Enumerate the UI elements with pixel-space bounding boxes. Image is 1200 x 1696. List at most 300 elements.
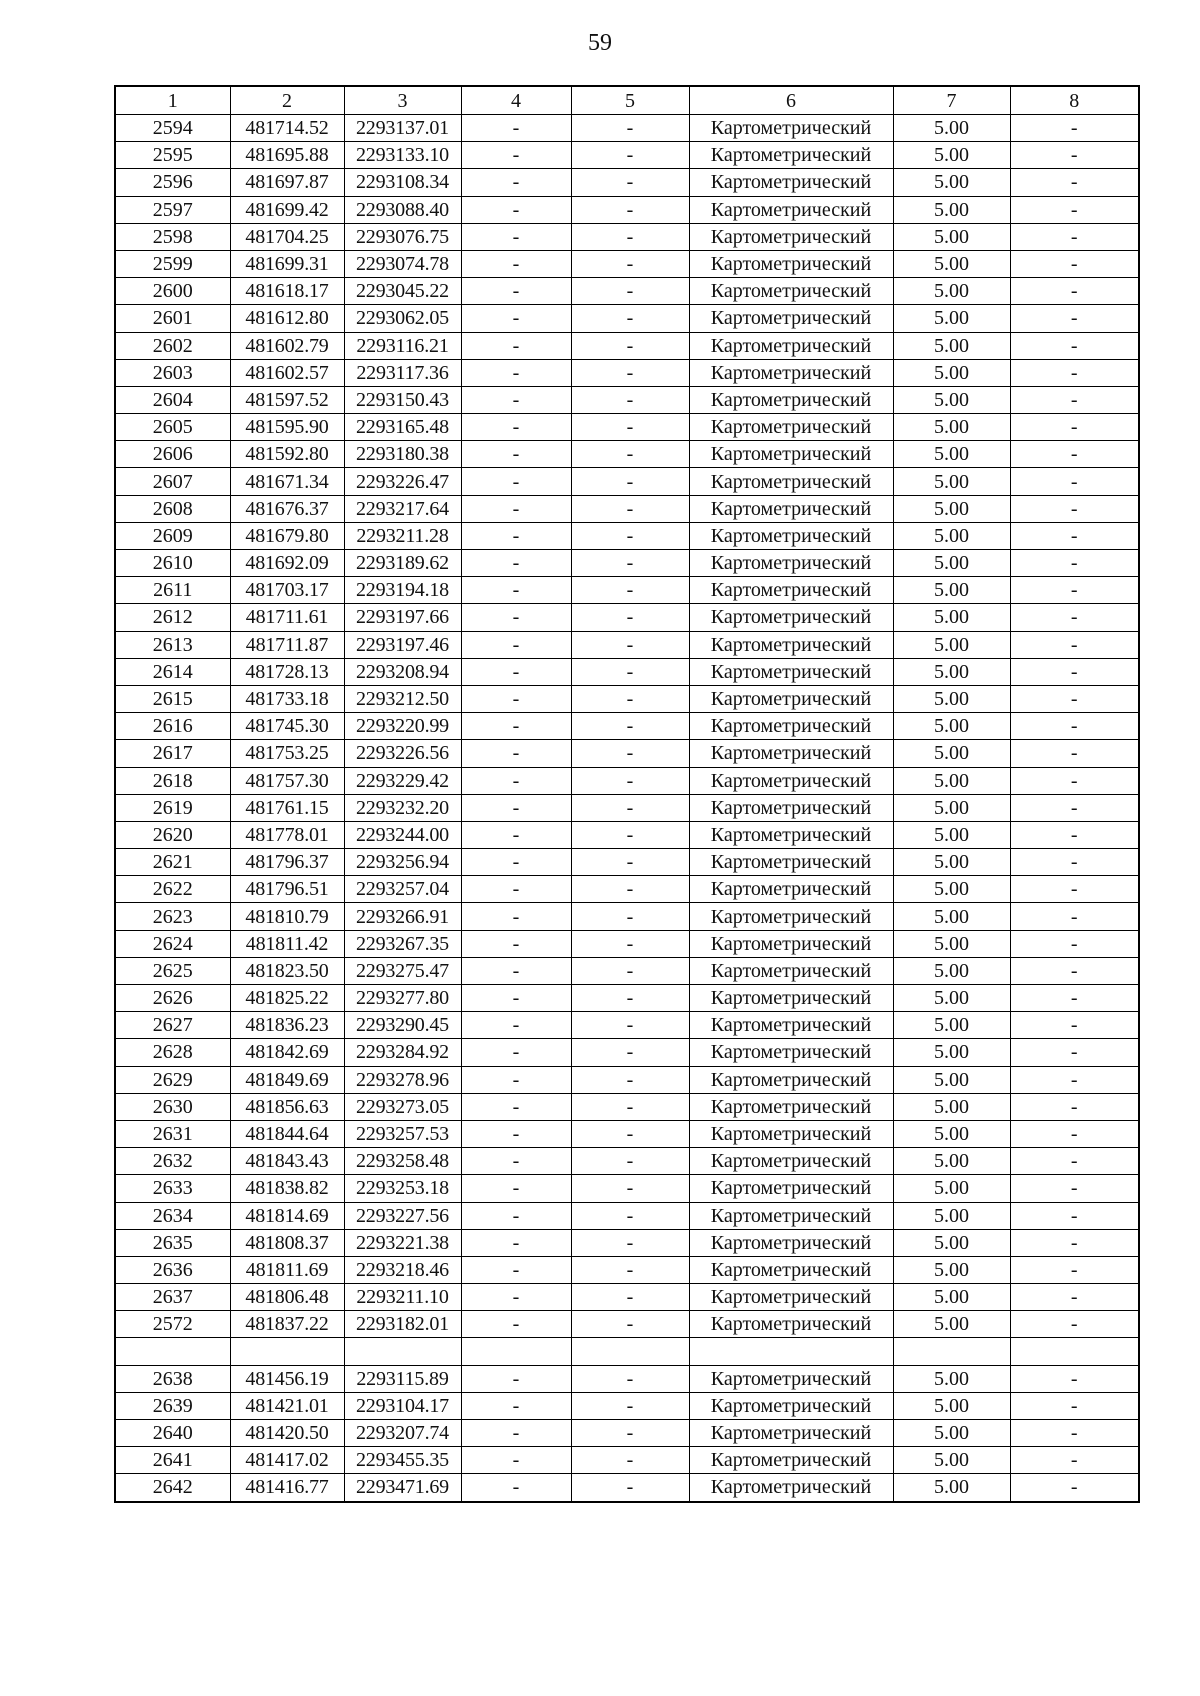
column-8-cell: - — [1010, 685, 1139, 712]
table-row — [115, 1012, 1139, 1039]
column-5-cell: - — [571, 550, 689, 577]
point-number-cell: 2610 — [115, 550, 230, 577]
column-5-cell: - — [571, 1039, 689, 1066]
method-cell: Картометрический — [689, 1392, 893, 1419]
column-4-cell: - — [461, 495, 571, 522]
point-number-cell: 2618 — [115, 767, 230, 794]
point-number-cell: 2633 — [115, 1175, 230, 1202]
table-row — [115, 1284, 1139, 1311]
column-5-cell: - — [571, 604, 689, 631]
column-5-cell: - — [571, 1256, 689, 1283]
column-5-cell: - — [571, 1175, 689, 1202]
table-row — [115, 495, 1139, 522]
y-coordinate-cell: 2293273.05 — [344, 1093, 461, 1120]
method-cell: Картометрический — [689, 957, 893, 984]
column-4-cell: - — [461, 196, 571, 223]
table-row — [115, 1066, 1139, 1093]
x-coordinate-cell: 481714.52 — [230, 115, 344, 142]
column-5-cell: - — [571, 196, 689, 223]
y-coordinate-cell: 2293290.45 — [344, 1012, 461, 1039]
column-4-cell: - — [461, 685, 571, 712]
y-coordinate-cell: 2293221.38 — [344, 1229, 461, 1256]
column-8-cell: - — [1010, 115, 1139, 142]
column-8-cell — [1010, 1338, 1139, 1365]
method-cell: Картометрический — [689, 849, 893, 876]
table-row — [115, 223, 1139, 250]
y-coordinate-cell: 2293165.48 — [344, 414, 461, 441]
accuracy-cell: 5.00 — [893, 468, 1010, 495]
column-8-cell: - — [1010, 1284, 1139, 1311]
column-8-cell: - — [1010, 1474, 1139, 1502]
method-cell: Картометрический — [689, 386, 893, 413]
point-number-cell: 2631 — [115, 1120, 230, 1147]
column-5-cell: - — [571, 1284, 689, 1311]
point-number-cell: 2630 — [115, 1093, 230, 1120]
column-5-cell: - — [571, 1365, 689, 1392]
x-coordinate-cell: 481811.42 — [230, 930, 344, 957]
column-4-cell — [461, 1338, 571, 1365]
column-8-cell: - — [1010, 1256, 1139, 1283]
method-cell: Картометрический — [689, 685, 893, 712]
table-header-row — [115, 86, 1139, 115]
x-coordinate-cell: 481618.17 — [230, 278, 344, 305]
column-4-cell: - — [461, 223, 571, 250]
table-row — [115, 522, 1139, 549]
column-5-cell: - — [571, 1447, 689, 1474]
x-coordinate-cell: 481703.17 — [230, 577, 344, 604]
accuracy-cell: 5.00 — [893, 1420, 1010, 1447]
table-row — [115, 1256, 1139, 1283]
x-coordinate-cell: 481796.51 — [230, 876, 344, 903]
method-cell: Картометрический — [689, 1284, 893, 1311]
accuracy-cell: 5.00 — [893, 658, 1010, 685]
point-number-cell: 2602 — [115, 332, 230, 359]
column-4-cell: - — [461, 1120, 571, 1147]
table-row — [115, 1120, 1139, 1147]
x-coordinate-cell: 481837.22 — [230, 1311, 344, 1338]
accuracy-cell: 5.00 — [893, 1093, 1010, 1120]
column-5-cell: - — [571, 1474, 689, 1502]
method-cell — [689, 1338, 893, 1365]
table-row — [115, 468, 1139, 495]
column-5-cell: - — [571, 305, 689, 332]
y-coordinate-cell: 2293253.18 — [344, 1175, 461, 1202]
point-number-cell: 2627 — [115, 1012, 230, 1039]
column-4-cell: - — [461, 115, 571, 142]
x-coordinate-cell: 481595.90 — [230, 414, 344, 441]
column-4-cell: - — [461, 1093, 571, 1120]
column-4-cell: - — [461, 849, 571, 876]
column-5-cell: - — [571, 713, 689, 740]
column-8-cell: - — [1010, 1039, 1139, 1066]
table-row — [115, 332, 1139, 359]
column-header: 8 — [1010, 86, 1139, 115]
y-coordinate-cell: 2293180.38 — [344, 441, 461, 468]
accuracy-cell: 5.00 — [893, 1229, 1010, 1256]
table-body — [115, 115, 1139, 1502]
column-8-cell: - — [1010, 740, 1139, 767]
table-row — [115, 604, 1139, 631]
point-number-cell: 2601 — [115, 305, 230, 332]
column-8-cell: - — [1010, 305, 1139, 332]
table-row — [115, 658, 1139, 685]
column-8-cell: - — [1010, 1202, 1139, 1229]
column-5-cell: - — [571, 278, 689, 305]
column-4-cell: - — [461, 1392, 571, 1419]
column-8-cell: - — [1010, 250, 1139, 277]
method-cell: Картометрический — [689, 985, 893, 1012]
column-5-cell: - — [571, 903, 689, 930]
point-number-cell: 2625 — [115, 957, 230, 984]
y-coordinate-cell — [344, 1338, 461, 1365]
point-number-cell: 2614 — [115, 658, 230, 685]
x-coordinate-cell: 481711.61 — [230, 604, 344, 631]
column-4-cell: - — [461, 550, 571, 577]
column-4-cell: - — [461, 1012, 571, 1039]
x-coordinate-cell: 481761.15 — [230, 794, 344, 821]
table-row — [115, 1039, 1139, 1066]
accuracy-cell: 5.00 — [893, 359, 1010, 386]
accuracy-cell: 5.00 — [893, 550, 1010, 577]
column-8-cell: - — [1010, 169, 1139, 196]
y-coordinate-cell: 2293189.62 — [344, 550, 461, 577]
method-cell: Картометрический — [689, 115, 893, 142]
column-8-cell: - — [1010, 142, 1139, 169]
table-row — [115, 1175, 1139, 1202]
column-4-cell: - — [461, 1148, 571, 1175]
x-coordinate-cell: 481420.50 — [230, 1420, 344, 1447]
column-5-cell: - — [571, 169, 689, 196]
method-cell: Картометрический — [689, 1120, 893, 1147]
point-number-cell: 2617 — [115, 740, 230, 767]
x-coordinate-cell: 481823.50 — [230, 957, 344, 984]
point-number-cell: 2611 — [115, 577, 230, 604]
y-coordinate-cell: 2293211.10 — [344, 1284, 461, 1311]
point-number-cell: 2634 — [115, 1202, 230, 1229]
method-cell: Картометрический — [689, 740, 893, 767]
y-coordinate-cell: 2293256.94 — [344, 849, 461, 876]
column-8-cell: - — [1010, 414, 1139, 441]
x-coordinate-cell: 481745.30 — [230, 713, 344, 740]
point-number-cell: 2623 — [115, 903, 230, 930]
column-8-cell: - — [1010, 957, 1139, 984]
point-number-cell: 2620 — [115, 821, 230, 848]
column-5-cell: - — [571, 876, 689, 903]
accuracy-cell: 5.00 — [893, 414, 1010, 441]
accuracy-cell: 5.00 — [893, 223, 1010, 250]
y-coordinate-cell: 2293062.05 — [344, 305, 461, 332]
x-coordinate-cell: 481825.22 — [230, 985, 344, 1012]
y-coordinate-cell: 2293232.20 — [344, 794, 461, 821]
column-5-cell: - — [571, 1012, 689, 1039]
method-cell: Картометрический — [689, 767, 893, 794]
y-coordinate-cell: 2293133.10 — [344, 142, 461, 169]
column-5-cell: - — [571, 930, 689, 957]
column-5-cell: - — [571, 740, 689, 767]
column-header: 6 — [689, 86, 893, 115]
accuracy-cell: 5.00 — [893, 305, 1010, 332]
column-8-cell: - — [1010, 550, 1139, 577]
column-8-cell: - — [1010, 278, 1139, 305]
point-number-cell: 2626 — [115, 985, 230, 1012]
accuracy-cell: 5.00 — [893, 903, 1010, 930]
column-4-cell: - — [461, 767, 571, 794]
method-cell: Картометрический — [689, 930, 893, 957]
table-row — [115, 985, 1139, 1012]
column-5-cell: - — [571, 658, 689, 685]
y-coordinate-cell: 2293208.94 — [344, 658, 461, 685]
point-number-cell: 2609 — [115, 522, 230, 549]
y-coordinate-cell: 2293217.64 — [344, 495, 461, 522]
point-number-cell: 2595 — [115, 142, 230, 169]
table-row — [115, 631, 1139, 658]
x-coordinate-cell: 481844.64 — [230, 1120, 344, 1147]
method-cell: Картометрический — [689, 1229, 893, 1256]
x-coordinate-cell: 481836.23 — [230, 1012, 344, 1039]
column-4-cell: - — [461, 522, 571, 549]
column-5-cell: - — [571, 250, 689, 277]
column-8-cell: - — [1010, 223, 1139, 250]
column-8-cell: - — [1010, 1229, 1139, 1256]
method-cell: Картометрический — [689, 550, 893, 577]
point-number-cell: 2639 — [115, 1392, 230, 1419]
point-number-cell: 2613 — [115, 631, 230, 658]
accuracy-cell: 5.00 — [893, 1012, 1010, 1039]
x-coordinate-cell: 481692.09 — [230, 550, 344, 577]
column-header: 7 — [893, 86, 1010, 115]
page-number: 59 — [588, 30, 612, 56]
accuracy-cell: 5.00 — [893, 767, 1010, 794]
column-5-cell: - — [571, 142, 689, 169]
column-8-cell: - — [1010, 713, 1139, 740]
point-number-cell: 2619 — [115, 794, 230, 821]
column-5-cell: - — [571, 849, 689, 876]
y-coordinate-cell: 2293076.75 — [344, 223, 461, 250]
column-8-cell: - — [1010, 821, 1139, 848]
y-coordinate-cell: 2293115.89 — [344, 1365, 461, 1392]
table-row — [115, 115, 1139, 142]
column-5-cell: - — [571, 332, 689, 359]
point-number-cell: 2621 — [115, 849, 230, 876]
table-row — [115, 1229, 1139, 1256]
column-header: 1 — [115, 86, 230, 115]
column-4-cell: - — [461, 876, 571, 903]
y-coordinate-cell: 2293471.69 — [344, 1474, 461, 1502]
point-number-cell: 2597 — [115, 196, 230, 223]
column-8-cell: - — [1010, 1447, 1139, 1474]
y-coordinate-cell: 2293117.36 — [344, 359, 461, 386]
point-number-cell: 2641 — [115, 1447, 230, 1474]
point-number-cell: 2607 — [115, 468, 230, 495]
point-number-cell: 2600 — [115, 278, 230, 305]
accuracy-cell: 5.00 — [893, 604, 1010, 631]
column-header: 4 — [461, 86, 571, 115]
table-row — [115, 386, 1139, 413]
point-number-cell: 2596 — [115, 169, 230, 196]
table-row — [115, 930, 1139, 957]
point-number-cell: 2635 — [115, 1229, 230, 1256]
table-row — [115, 1202, 1139, 1229]
column-8-cell: - — [1010, 1175, 1139, 1202]
method-cell: Картометрический — [689, 305, 893, 332]
point-number-cell: 2603 — [115, 359, 230, 386]
column-8-cell: - — [1010, 903, 1139, 930]
table-row — [115, 250, 1139, 277]
method-cell: Картометрический — [689, 278, 893, 305]
table-row — [115, 876, 1139, 903]
column-5-cell: - — [571, 1229, 689, 1256]
method-cell: Картометрический — [689, 794, 893, 821]
y-coordinate-cell: 2293088.40 — [344, 196, 461, 223]
table-row — [115, 767, 1139, 794]
accuracy-cell: 5.00 — [893, 250, 1010, 277]
method-cell: Картометрический — [689, 414, 893, 441]
method-cell: Картометрический — [689, 1175, 893, 1202]
column-5-cell: - — [571, 767, 689, 794]
column-4-cell: - — [461, 1256, 571, 1283]
column-4-cell: - — [461, 1039, 571, 1066]
column-8-cell: - — [1010, 930, 1139, 957]
column-4-cell: - — [461, 169, 571, 196]
y-coordinate-cell: 2293258.48 — [344, 1148, 461, 1175]
table-row — [115, 196, 1139, 223]
column-4-cell: - — [461, 468, 571, 495]
column-8-cell: - — [1010, 386, 1139, 413]
column-4-cell: - — [461, 250, 571, 277]
point-number-cell: 2572 — [115, 1311, 230, 1338]
y-coordinate-cell: 2293278.96 — [344, 1066, 461, 1093]
x-coordinate-cell: 481728.13 — [230, 658, 344, 685]
table-row — [115, 305, 1139, 332]
x-coordinate-cell: 481699.42 — [230, 196, 344, 223]
point-number-cell: 2636 — [115, 1256, 230, 1283]
x-coordinate-cell: 481597.52 — [230, 386, 344, 413]
column-8-cell: - — [1010, 1420, 1139, 1447]
table-row — [115, 1447, 1139, 1474]
column-header: 3 — [344, 86, 461, 115]
y-coordinate-cell: 2293266.91 — [344, 903, 461, 930]
y-coordinate-cell: 2293257.53 — [344, 1120, 461, 1147]
column-8-cell: - — [1010, 495, 1139, 522]
column-4-cell: - — [461, 441, 571, 468]
column-8-cell: - — [1010, 441, 1139, 468]
accuracy-cell: 5.00 — [893, 1148, 1010, 1175]
x-coordinate-cell: 481695.88 — [230, 142, 344, 169]
column-5-cell: - — [571, 495, 689, 522]
accuracy-cell: 5.00 — [893, 1365, 1010, 1392]
x-coordinate-cell: 481592.80 — [230, 441, 344, 468]
column-8-cell: - — [1010, 794, 1139, 821]
table-row — [115, 1311, 1139, 1338]
y-coordinate-cell: 2293227.56 — [344, 1202, 461, 1229]
accuracy-cell: 5.00 — [893, 930, 1010, 957]
method-cell: Картометрический — [689, 1474, 893, 1502]
table-row — [115, 1338, 1139, 1365]
accuracy-cell: 5.00 — [893, 196, 1010, 223]
accuracy-cell: 5.00 — [893, 332, 1010, 359]
point-number-cell: 2608 — [115, 495, 230, 522]
x-coordinate-cell: 481806.48 — [230, 1284, 344, 1311]
y-coordinate-cell: 2293455.35 — [344, 1447, 461, 1474]
column-4-cell: - — [461, 1175, 571, 1202]
accuracy-cell: 5.00 — [893, 522, 1010, 549]
x-coordinate-cell: 481842.69 — [230, 1039, 344, 1066]
method-cell: Картометрический — [689, 631, 893, 658]
accuracy-cell: 5.00 — [893, 495, 1010, 522]
column-4-cell: - — [461, 577, 571, 604]
table-row — [115, 740, 1139, 767]
column-4-cell: - — [461, 1311, 571, 1338]
accuracy-cell: 5.00 — [893, 1392, 1010, 1419]
column-4-cell: - — [461, 1447, 571, 1474]
y-coordinate-cell: 2293197.46 — [344, 631, 461, 658]
column-5-cell: - — [571, 685, 689, 712]
table-row — [115, 713, 1139, 740]
column-5-cell: - — [571, 359, 689, 386]
method-cell: Картометрический — [689, 196, 893, 223]
column-4-cell: - — [461, 930, 571, 957]
table-row — [115, 278, 1139, 305]
y-coordinate-cell: 2293045.22 — [344, 278, 461, 305]
point-number-cell: 2637 — [115, 1284, 230, 1311]
y-coordinate-cell: 2293116.21 — [344, 332, 461, 359]
column-5-cell: - — [571, 115, 689, 142]
column-4-cell: - — [461, 903, 571, 930]
column-5-cell: - — [571, 1202, 689, 1229]
column-8-cell: - — [1010, 1392, 1139, 1419]
y-coordinate-cell: 2293074.78 — [344, 250, 461, 277]
column-4-cell: - — [461, 1474, 571, 1502]
method-cell: Картометрический — [689, 1447, 893, 1474]
column-4-cell: - — [461, 713, 571, 740]
y-coordinate-cell: 2293257.04 — [344, 876, 461, 903]
y-coordinate-cell: 2293244.00 — [344, 821, 461, 848]
column-8-cell: - — [1010, 985, 1139, 1012]
accuracy-cell: 5.00 — [893, 115, 1010, 142]
column-4-cell: - — [461, 1420, 571, 1447]
y-coordinate-cell: 2293104.17 — [344, 1392, 461, 1419]
y-coordinate-cell: 2293207.74 — [344, 1420, 461, 1447]
column-4-cell: - — [461, 985, 571, 1012]
method-cell: Картометрический — [689, 223, 893, 250]
accuracy-cell: 5.00 — [893, 794, 1010, 821]
x-coordinate-cell: 481811.69 — [230, 1256, 344, 1283]
accuracy-cell: 5.00 — [893, 740, 1010, 767]
point-number-cell: 2642 — [115, 1474, 230, 1502]
column-8-cell: - — [1010, 468, 1139, 495]
accuracy-cell: 5.00 — [893, 849, 1010, 876]
accuracy-cell: 5.00 — [893, 577, 1010, 604]
column-4-cell: - — [461, 631, 571, 658]
method-cell: Картометрический — [689, 713, 893, 740]
table-row — [115, 550, 1139, 577]
coordinates-table — [114, 85, 1140, 1503]
method-cell: Картометрический — [689, 1256, 893, 1283]
column-5-cell: - — [571, 957, 689, 984]
accuracy-cell: 5.00 — [893, 713, 1010, 740]
method-cell: Картометрический — [689, 1093, 893, 1120]
x-coordinate-cell: 481671.34 — [230, 468, 344, 495]
accuracy-cell: 5.00 — [893, 631, 1010, 658]
method-cell: Картометрический — [689, 1148, 893, 1175]
x-coordinate-cell: 481808.37 — [230, 1229, 344, 1256]
x-coordinate-cell: 481699.31 — [230, 250, 344, 277]
y-coordinate-cell: 2293218.46 — [344, 1256, 461, 1283]
point-number-cell: 2615 — [115, 685, 230, 712]
accuracy-cell: 5.00 — [893, 1039, 1010, 1066]
point-number-cell: 2616 — [115, 713, 230, 740]
accuracy-cell — [893, 1338, 1010, 1365]
